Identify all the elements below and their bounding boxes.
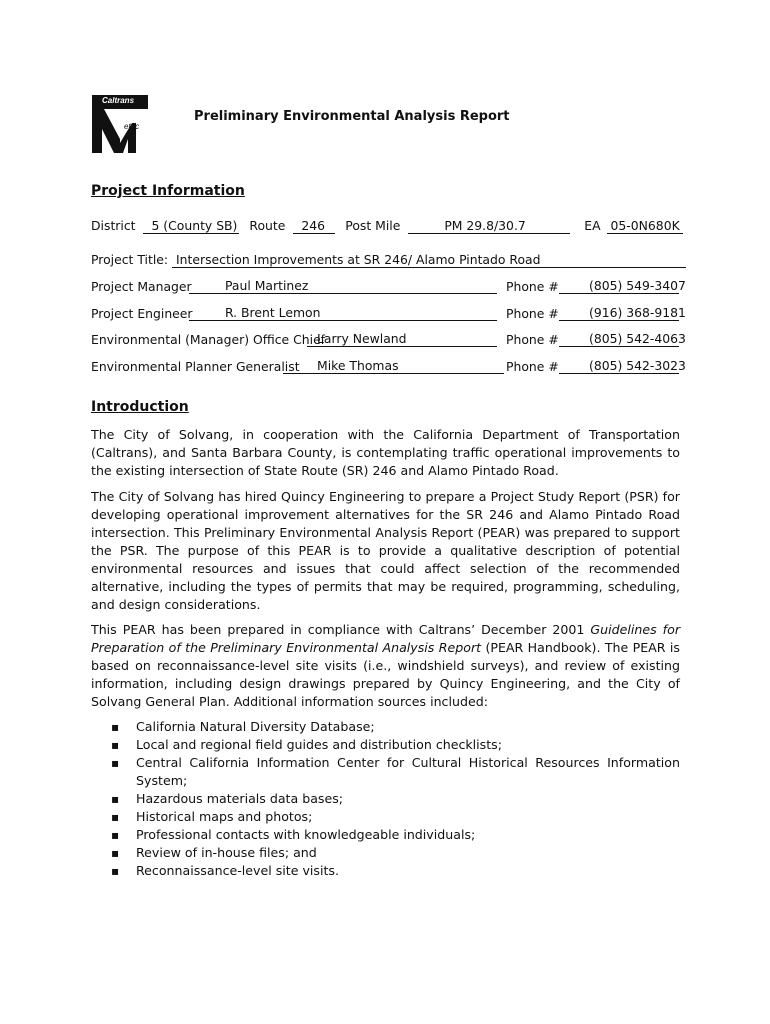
- p3-guidelines-title: Guidelines for Preparation of the Preliminary Environmental Analysis Report: [91, 622, 680, 655]
- postmile-label: Post Mile: [345, 218, 401, 233]
- contact-row: [91, 331, 686, 347]
- intro-paragraph-2: [91, 488, 680, 614]
- p3-text-a: This PEAR has been prepared in compliance with Caltrans’ December 2001: [91, 622, 591, 637]
- list-item: ▪ Hazardous materials data bases;: [91, 790, 680, 808]
- logo-bar: [92, 95, 148, 109]
- contact-row: [91, 305, 686, 321]
- contact-phone: (805) 542-4063: [559, 332, 679, 347]
- phone-label: Phone #: [506, 306, 559, 321]
- information-sources-list: [91, 718, 680, 880]
- project-title-row: [91, 252, 686, 268]
- caltrans-metric-logo: [92, 95, 150, 153]
- phone-label: Phone #: [506, 279, 559, 294]
- contact-phone: (805) 549-3407: [559, 279, 679, 294]
- district-label: District: [91, 218, 136, 233]
- contact-row: [91, 278, 686, 294]
- contact-name: R. Brent Lemon: [189, 306, 497, 321]
- list-item: ▪ Local and regional field guides and distribution checklists;: [91, 736, 680, 754]
- contact-role: Project Engineer: [91, 306, 193, 321]
- introduction-heading: Introduction: [91, 399, 189, 415]
- phone-label: Phone #: [506, 332, 559, 347]
- list-item: ▪ Review of in-house files; and: [91, 844, 680, 862]
- intro-paragraph-3-text: [91, 621, 680, 711]
- district-value: 5 (County SB): [143, 219, 239, 234]
- project-information-heading: Project Information: [91, 183, 245, 199]
- contact-name: Paul Martinez: [189, 279, 497, 294]
- intro-paragraph-1-text: The City of Solvang, in cooperation with the California Department of Transportation (Caltrans), and Santa Barbara County, is contemplating traffic operational improvements to the existing intersection of State Route (SR) 246 and Alamo Pintado Road.: [91, 427, 680, 478]
- logo-side-text: etric: [124, 122, 140, 131]
- ea-label: EA: [584, 218, 601, 233]
- intro-paragraph-1: [91, 426, 680, 480]
- district-row: [91, 218, 683, 234]
- contact-role: Project Manager: [91, 279, 192, 294]
- contact-phone: (916) 368-9181: [559, 306, 679, 321]
- logo-m-icon: [92, 109, 148, 153]
- list-item: ▪ Central California Information Center for Cultural Historical Resources Information System;: [91, 754, 680, 790]
- logo-top-text: Caltrans: [102, 96, 135, 105]
- intro-paragraph-3: [91, 621, 680, 711]
- phone-label: Phone #: [506, 359, 559, 374]
- route-value: 246: [293, 219, 335, 234]
- project-title-label: Project Title:: [91, 252, 169, 267]
- contact-phone: (805) 542-3023: [559, 359, 679, 374]
- list-item: ▪ Professional contacts with knowledgeable individuals;: [91, 826, 680, 844]
- list-item: ▪ Reconnaissance-level site visits.: [91, 862, 680, 880]
- contact-row: [91, 358, 686, 374]
- list-item: ▪ California Natural Diversity Database;: [91, 718, 680, 736]
- project-title-value: Intersection Improvements at SR 246/ Alamo Pintado Road: [172, 253, 686, 268]
- contact-role: Environmental Planner Generalist: [91, 359, 300, 374]
- contact-name: Larry Newland: [307, 332, 497, 347]
- report-title: Preliminary Environmental Analysis Report: [194, 109, 510, 124]
- p3-text-b: (PEAR Handbook). The PEAR is based on reconnaissance-level site visits (i.e., windshield surveys), and review of existing information, including design drawings prepared by Quincy Engineering, and the City of Solvang General Plan. Additional information sources included:: [91, 640, 680, 709]
- postmile-value: PM 29.8/30.7: [408, 219, 570, 234]
- contact-name: Mike Thomas: [283, 359, 504, 374]
- list-item: ▪ Historical maps and photos;: [91, 808, 680, 826]
- route-label: Route: [249, 218, 286, 233]
- contact-role: Environmental (Manager) Office Chief: [91, 332, 326, 347]
- ea-value: 05-0N680K: [607, 219, 683, 234]
- intro-paragraph-2-text: The City of Solvang has hired Quincy Engineering to prepare a Project Study Report (PSR) for developing operational improvement alternatives for the SR 246 and Alamo Pintado Road intersection. This Preliminary Environmental Analysis Report (PEAR) was prepared to support the PSR. The purpose of this PEAR is to provide a qualitative description of potential environmental resources and issues that could affect selection of the recommended alternative, including the types of permits that may be required, programming, scheduling, and design considerations.: [91, 489, 680, 612]
